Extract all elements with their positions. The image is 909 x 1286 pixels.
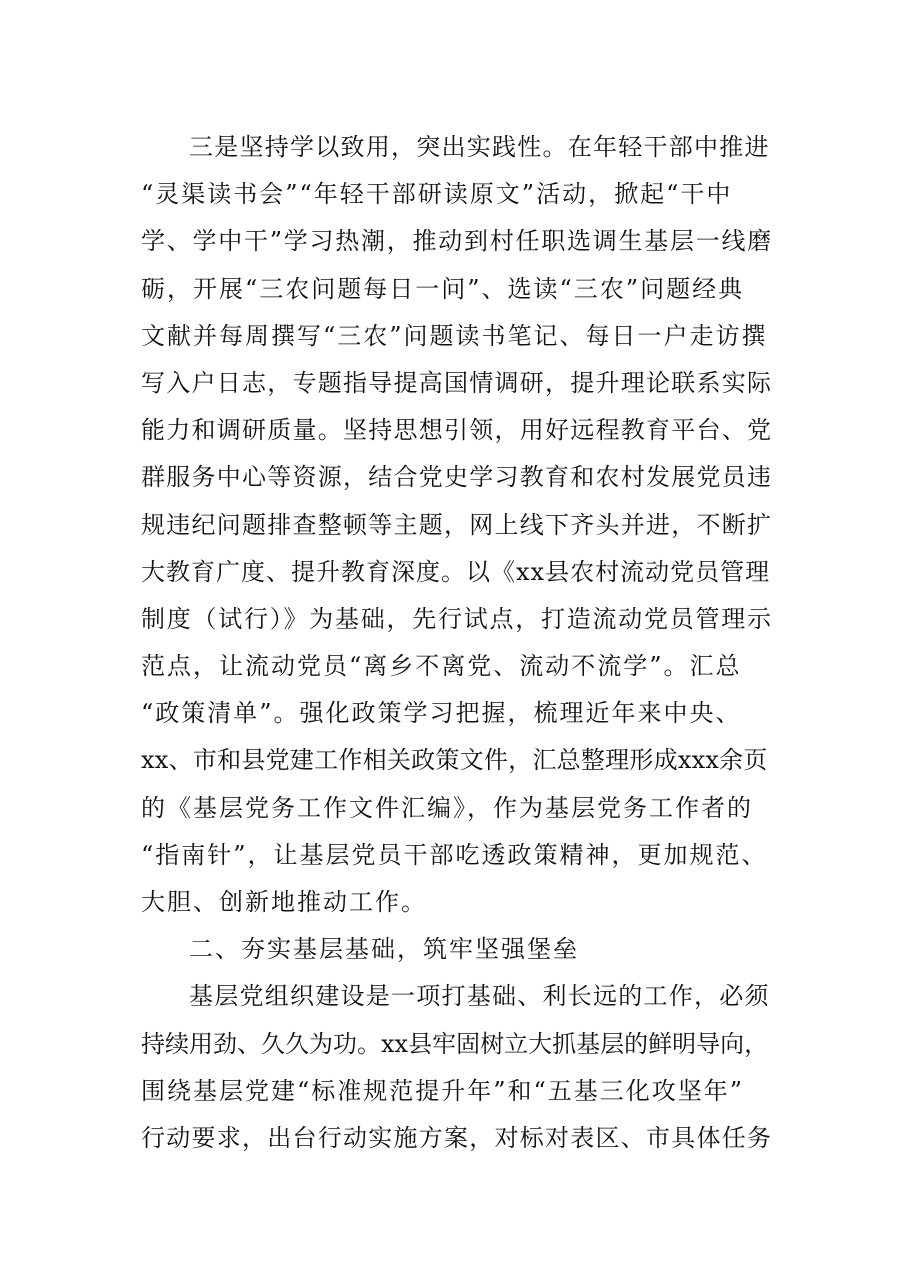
text-line: 三是坚持学以致用，突出实践性。在年轻干部中推进 bbox=[189, 133, 770, 161]
text-line: 规违纪问题排查整顿等主题，网上线下齐头并进，不断扩 bbox=[141, 510, 773, 539]
text-line: 范点，让流动党员“离乡不离党、流动不流学”。汇总 bbox=[141, 652, 742, 681]
text-line: 砺，开展“三农问题每日一问”、选读“三农”问题经典 bbox=[141, 274, 745, 303]
text-line: 的《基层党务工作文件汇编》，作为基层党务工作者的 bbox=[141, 793, 753, 822]
text-line: “政策清单”。强化政策学习把握，梳理近年来中央、 bbox=[141, 699, 742, 728]
text-line: 能力和调研质量。坚持思想引领，用好远程教育平台、党 bbox=[141, 416, 773, 445]
section-heading: 二、夯实基层基础，筑牢坚强堡垒 bbox=[189, 935, 579, 964]
text-line: “灵渠读书会”“年轻干部研读原文”活动，掀起“干中 bbox=[141, 180, 733, 209]
text-line: 行动要求，出台行动实施方案，对标对表区、市具体任务 bbox=[141, 1123, 773, 1152]
text-line: 围绕基层党建“标准规范提升年”和“五基三化攻坚年” bbox=[141, 1076, 745, 1105]
text-line: 大教育广度、提升教育深度。以《xx县农村流动党员管理 bbox=[141, 557, 771, 586]
text-line: 学、学中干”学习热潮，推动到村任职选调生基层一线磨 bbox=[141, 227, 774, 256]
text-line: 群服务中心等资源，结合党史学习教育和农村发展党员违 bbox=[141, 463, 773, 492]
text-line: xx、市和县党建工作相关政策文件，汇总整理形成xxx余页 bbox=[141, 746, 768, 775]
text-line: 基层党组织建设是一项打基础、利长远的工作，必须 bbox=[189, 982, 770, 1011]
text-line: “指南针”，让基层党员干部吃透政策精神，更加规范、 bbox=[141, 840, 768, 869]
text-line: 大胆、创新地推动工作。 bbox=[141, 888, 427, 916]
text-line: 写入户日志，专题指导提高国情调研，提升理论联系实际 bbox=[141, 368, 773, 397]
text-line: 持续用劲、久久为功。xx县牢固树立大抓基层的鲜明导向， bbox=[141, 1029, 769, 1058]
document-body bbox=[141, 124, 773, 1162]
text-line: 制度（试行）》为基础，先行试点，打造流动党员管理示 bbox=[141, 604, 773, 633]
text-line: 文献并每周撰写“三农”问题读书笔记、每日一户走访撰 bbox=[141, 321, 768, 350]
